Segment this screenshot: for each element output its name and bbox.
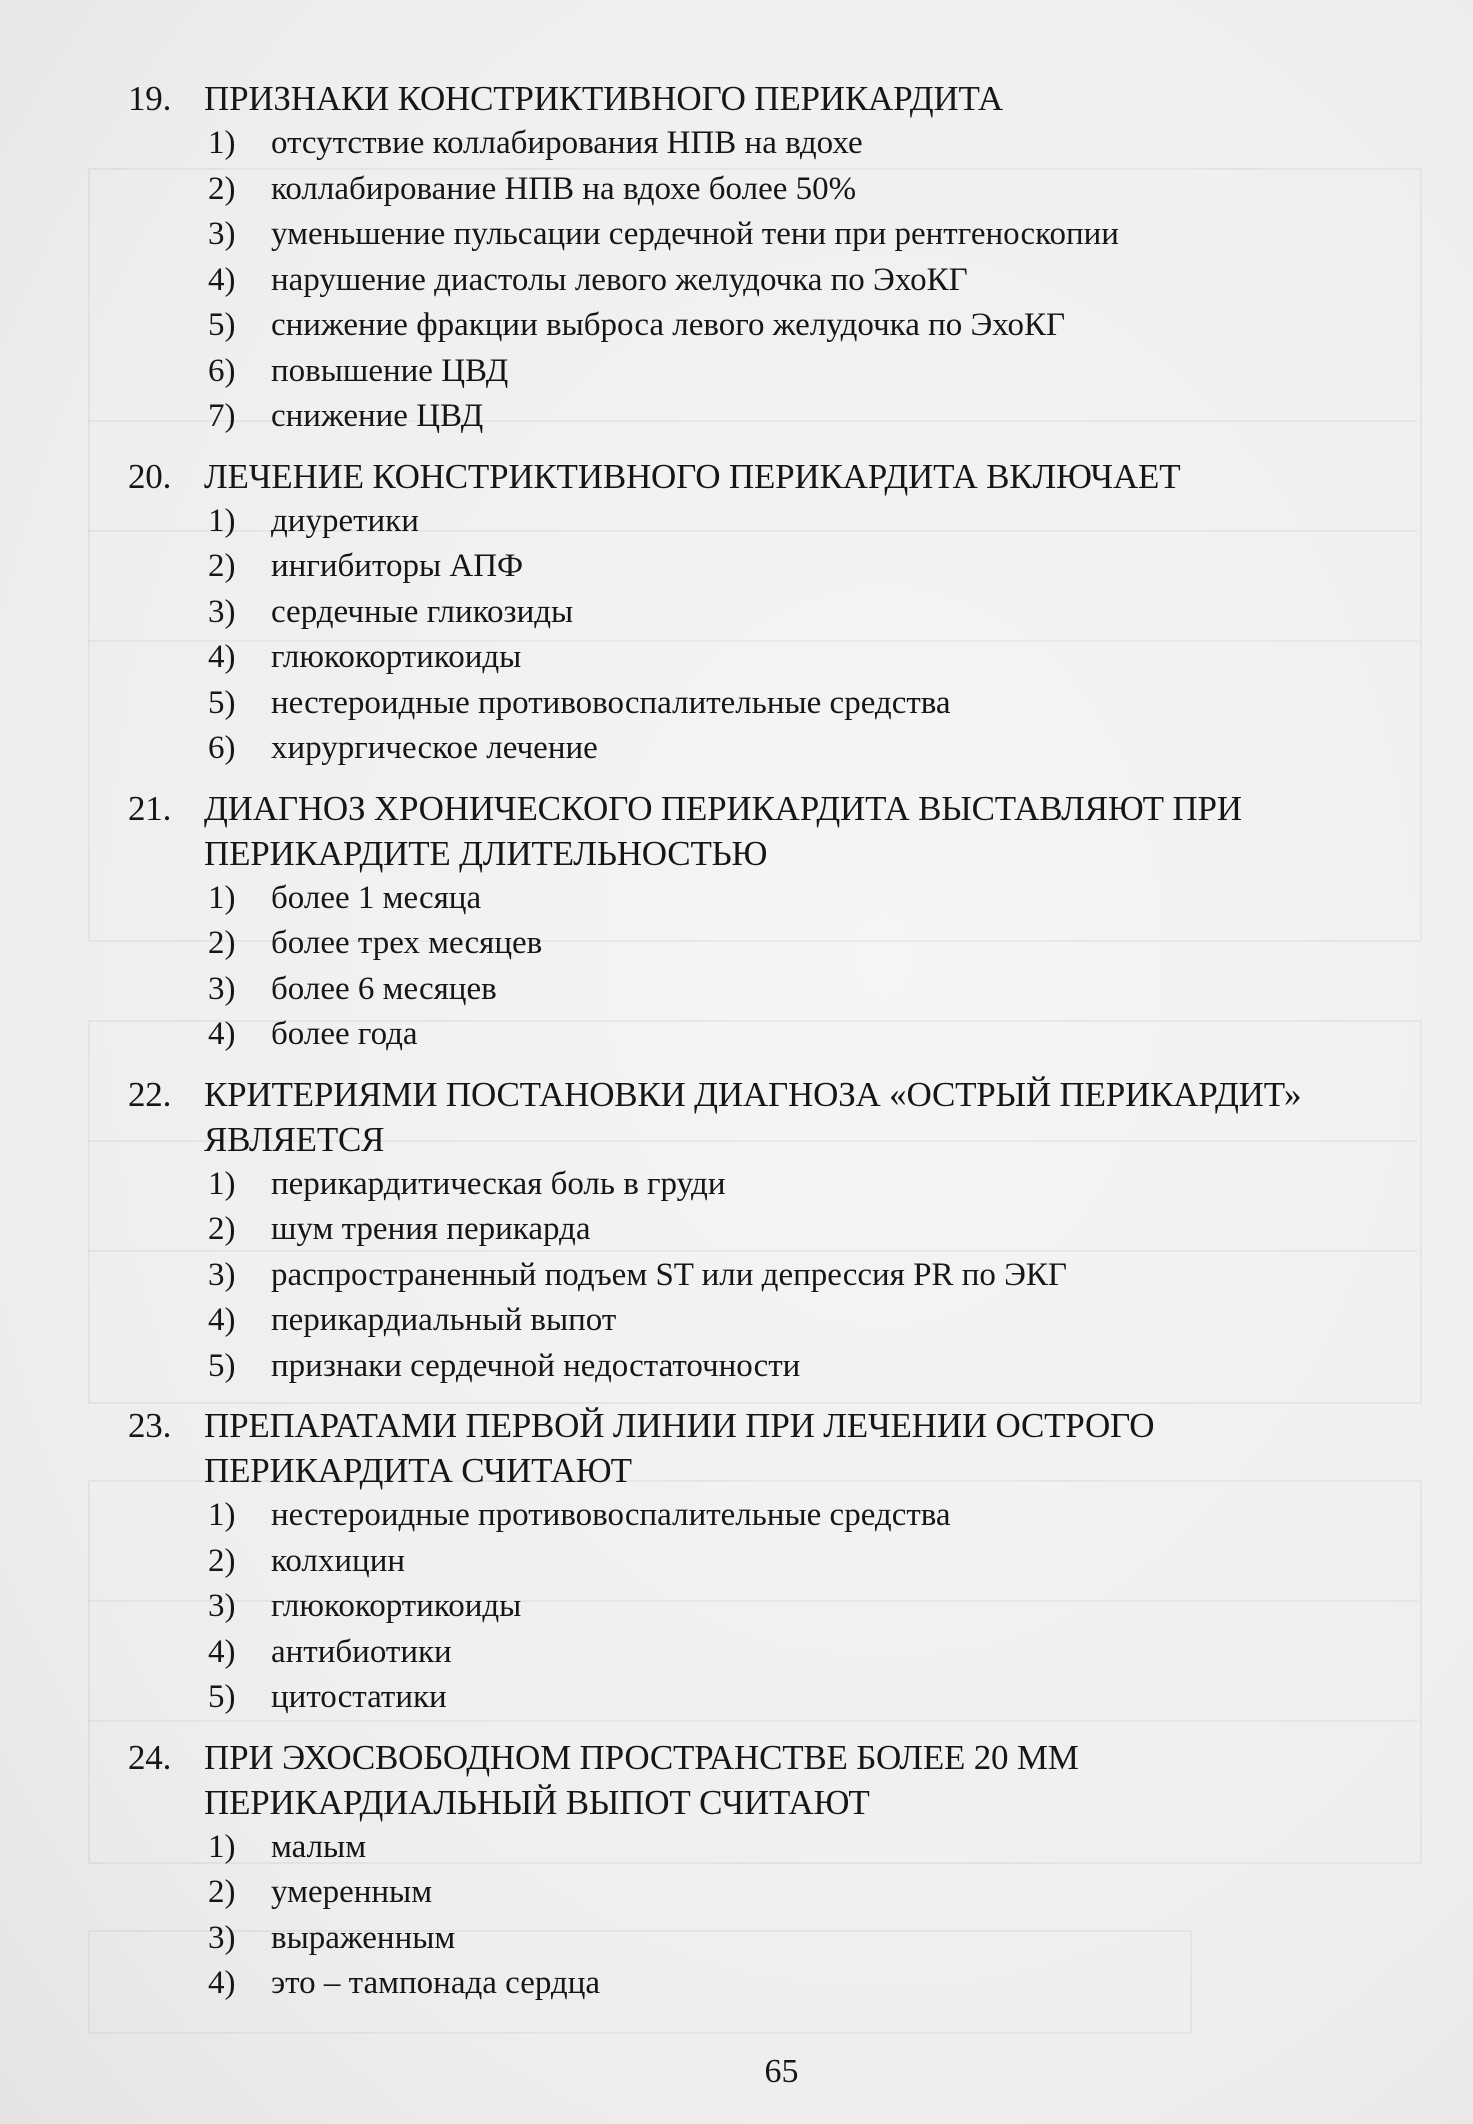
answer-option bbox=[128, 499, 1428, 545]
answer-option bbox=[128, 121, 1428, 167]
option-text: повышение ЦВД bbox=[271, 352, 509, 389]
question-title: ПРИЗНАКИ КОНСТРИКТИВНОГО ПЕРИКАРДИТА bbox=[204, 79, 1003, 118]
answer-option bbox=[128, 1825, 1428, 1871]
option-text: более года bbox=[271, 1016, 418, 1052]
option-number: 4) bbox=[208, 261, 236, 298]
question-number: 20. bbox=[128, 456, 172, 496]
question-number: 24. bbox=[128, 1737, 172, 1777]
answer-option bbox=[128, 1630, 1428, 1676]
option-number: 3) bbox=[208, 1588, 236, 1624]
answer-option bbox=[128, 1916, 1428, 1962]
option-text: малым bbox=[271, 1828, 367, 1865]
question-21 bbox=[128, 786, 1428, 1058]
option-number: 3) bbox=[208, 216, 236, 252]
option-number: 3) bbox=[208, 970, 236, 1007]
answer-option bbox=[128, 635, 1428, 681]
option-number: 2) bbox=[208, 925, 236, 961]
option-text: нарушение диастолы левого желудочка по ЭхоКГ bbox=[271, 261, 968, 298]
option-number: 3) bbox=[208, 1256, 236, 1293]
answer-option bbox=[128, 681, 1428, 727]
option-text: ингибиторы АПФ bbox=[271, 548, 524, 584]
option-number: 2) bbox=[208, 1211, 236, 1247]
answer-option bbox=[128, 1675, 1428, 1721]
answer-option bbox=[128, 258, 1428, 304]
question-title: ПРИ ЭХОСВОБОДНОМ ПРОСТРАНСТВЕ БОЛЕЕ 20 ММ ПЕРИКАРДИАЛЬНЫЙ ВЫПОТ СЧИТАЮТ bbox=[204, 1737, 1079, 1822]
question-title: КРИТЕРИЯМИ ПОСТАНОВКИ ДИАГНОЗА «ОСТРЫЙ ПЕРИКАРДИТ» ЯВЛЯЕТСЯ bbox=[204, 1074, 1302, 1159]
option-number: 2) bbox=[208, 1542, 236, 1579]
answer-option bbox=[128, 1298, 1428, 1344]
answer-option bbox=[128, 1870, 1428, 1916]
option-text: уменьшение пульсации сердечной тени при рентгеноскопии bbox=[271, 216, 1119, 252]
question-20 bbox=[128, 454, 1428, 772]
option-number: 4) bbox=[208, 1965, 236, 2001]
option-number: 2) bbox=[208, 1874, 236, 1910]
answer-option bbox=[128, 1253, 1428, 1299]
answer-option bbox=[128, 1961, 1428, 2007]
option-number: 4) bbox=[208, 1016, 236, 1052]
option-text: признаки сердечной недостаточности bbox=[271, 1347, 801, 1384]
answer-option bbox=[128, 1493, 1428, 1539]
answer-option bbox=[128, 349, 1428, 395]
question-number: 22. bbox=[128, 1074, 172, 1114]
question-title: ПРЕПАРАТАМИ ПЕРВОЙ ЛИНИИ ПРИ ЛЕЧЕНИИ ОСТРОГО ПЕРИКАРДИТА СЧИТАЮТ bbox=[204, 1406, 1155, 1490]
option-text: распространенный подъем ST или депрессия PR по ЭКГ bbox=[271, 1256, 1067, 1293]
answer-options bbox=[128, 1493, 1428, 1721]
option-text: диуретики bbox=[271, 502, 419, 539]
answer-option bbox=[128, 1207, 1428, 1253]
option-text: цитостатики bbox=[271, 1679, 447, 1715]
option-number: 5) bbox=[208, 307, 236, 343]
question-header bbox=[128, 1735, 1428, 1825]
option-text: перикардиальный выпот bbox=[271, 1302, 617, 1338]
option-text: умеренным bbox=[271, 1874, 433, 1910]
question-19 bbox=[128, 76, 1428, 440]
answer-option bbox=[128, 1012, 1428, 1058]
question-header bbox=[128, 1403, 1428, 1493]
answer-option bbox=[128, 1539, 1428, 1585]
answer-options bbox=[128, 876, 1428, 1058]
option-text: выраженным bbox=[271, 1919, 456, 1956]
page-number: 65 bbox=[764, 2053, 799, 2090]
answer-options bbox=[128, 499, 1428, 772]
answer-option bbox=[128, 967, 1428, 1013]
option-text: нестероидные противовоспалительные средства bbox=[271, 684, 951, 721]
option-number: 5) bbox=[208, 1347, 236, 1384]
answer-option bbox=[128, 1344, 1428, 1390]
question-list bbox=[128, 76, 1428, 2021]
option-text: сердечные гликозиды bbox=[271, 593, 574, 630]
option-text: глюкокортикоиды bbox=[271, 1588, 522, 1624]
option-text: коллабирование НПВ на вдохе более 50% bbox=[271, 170, 857, 207]
question-header bbox=[128, 1072, 1428, 1162]
option-number: 5) bbox=[208, 684, 236, 721]
option-number: 1) bbox=[208, 125, 236, 161]
option-text: более 1 месяца bbox=[271, 879, 482, 916]
option-text: колхицин bbox=[271, 1542, 406, 1579]
option-text: отсутствие коллабирования НПВ на вдохе bbox=[271, 125, 863, 161]
option-number: 3) bbox=[208, 1919, 236, 1956]
answer-option bbox=[128, 590, 1428, 636]
option-number: 2) bbox=[208, 548, 236, 584]
option-number: 1) bbox=[208, 1497, 236, 1533]
answer-options bbox=[128, 1825, 1428, 2007]
option-text: снижение фракции выброса левого желудочка по ЭхоКГ bbox=[271, 307, 1066, 343]
answer-options bbox=[128, 121, 1428, 440]
option-number: 3) bbox=[208, 593, 236, 630]
option-text: хирургическое лечение bbox=[271, 730, 598, 766]
answer-option bbox=[128, 921, 1428, 967]
answer-option bbox=[128, 394, 1428, 440]
answer-options bbox=[128, 1162, 1428, 1390]
answer-option bbox=[128, 167, 1428, 213]
answer-option bbox=[128, 1584, 1428, 1630]
question-24 bbox=[128, 1735, 1428, 2007]
question-number: 23. bbox=[128, 1406, 172, 1445]
question-23 bbox=[128, 1403, 1428, 1721]
answer-option bbox=[128, 726, 1428, 772]
option-text: это – тампонада сердца bbox=[271, 1965, 601, 2001]
option-text: снижение ЦВД bbox=[271, 398, 484, 434]
question-header bbox=[128, 786, 1428, 876]
question-header bbox=[128, 454, 1428, 499]
option-number: 5) bbox=[208, 1679, 236, 1715]
question-title: ЛЕЧЕНИЕ КОНСТРИКТИВНОГО ПЕРИКАРДИТА ВКЛЮЧАЕТ bbox=[204, 456, 1181, 496]
option-number: 1) bbox=[208, 1828, 236, 1865]
option-number: 1) bbox=[208, 1165, 236, 1202]
answer-option bbox=[128, 544, 1428, 590]
option-number: 4) bbox=[208, 1633, 236, 1670]
answer-option bbox=[128, 1162, 1428, 1208]
question-title: ДИАГНОЗ ХРОНИЧЕСКОГО ПЕРИКАРДИТА ВЫСТАВЛЯЮТ ПРИ ПЕРИКАРДИТЕ ДЛИТЕЛЬНОСТЬЮ bbox=[204, 788, 1242, 873]
option-text: более трех месяцев bbox=[271, 925, 543, 961]
option-text: перикардитическая боль в груди bbox=[271, 1165, 726, 1202]
option-text: глюкокортикоиды bbox=[271, 639, 522, 675]
answer-option bbox=[128, 303, 1428, 349]
option-number: 6) bbox=[208, 730, 236, 766]
option-text: шум трения перикарда bbox=[271, 1211, 591, 1247]
question-22 bbox=[128, 1072, 1428, 1390]
answer-option bbox=[128, 876, 1428, 922]
option-number: 6) bbox=[208, 352, 236, 389]
option-text: антибиотики bbox=[271, 1633, 452, 1670]
option-number: 1) bbox=[208, 879, 236, 916]
option-number: 4) bbox=[208, 639, 236, 675]
question-number: 21. bbox=[128, 788, 172, 828]
question-header bbox=[128, 76, 1428, 121]
option-number: 7) bbox=[208, 398, 236, 434]
answer-option bbox=[128, 212, 1428, 258]
question-number: 19. bbox=[128, 79, 172, 118]
option-number: 2) bbox=[208, 170, 236, 207]
option-text: нестероидные противовоспалительные средства bbox=[271, 1497, 951, 1533]
option-text: более 6 месяцев bbox=[271, 970, 497, 1007]
option-number: 1) bbox=[208, 502, 236, 539]
option-number: 4) bbox=[208, 1302, 236, 1338]
